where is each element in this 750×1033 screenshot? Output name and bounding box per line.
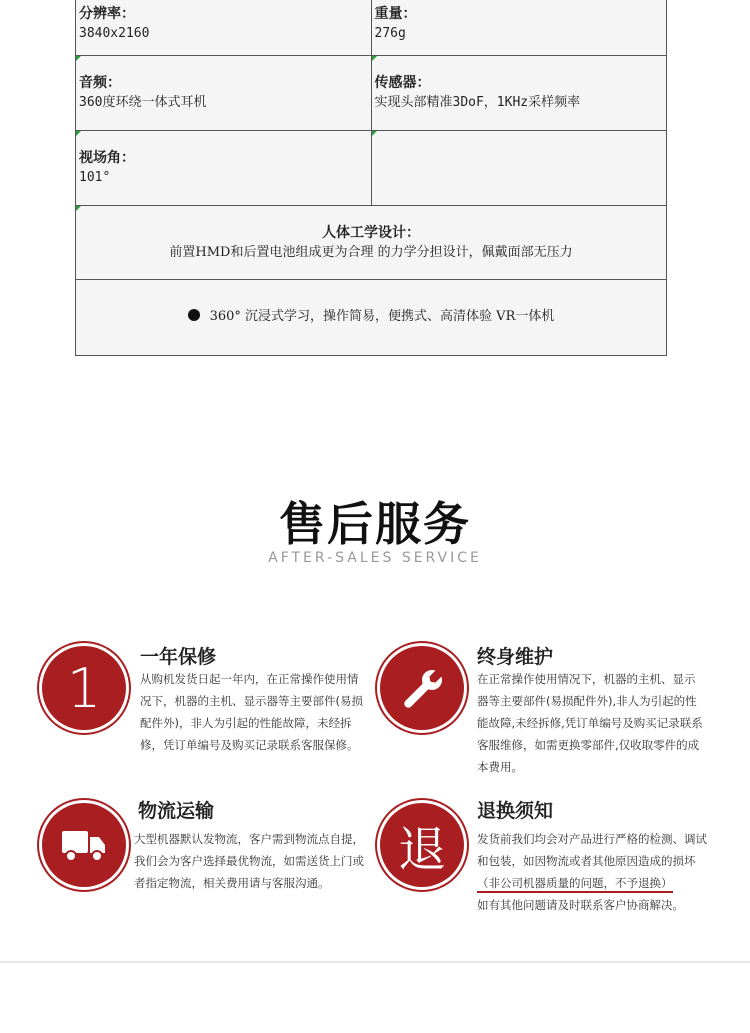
spec-row <box>76 280 666 355</box>
spec-value: 360度环绕一体式耳机 <box>79 95 207 110</box>
logistics-desc: 大型机器默认发物流，客户需到物流点自提，我们会为客户选择最优物流，如需送货上门或者指定物流，相关费用请与客服沟通。 <box>134 832 364 890</box>
maintenance-desc: 在正常操作使用情况下，机器的主机、显示器等主要部件(易损配件外),非人为引起的性能故障,未经拆修,凭订单编号及购买记录联系客服维修，如需更换零部件,仅收取零件的成本费用。 <box>477 672 703 774</box>
spec-value: 前置HMD和后置电池组成更为合理 的力学分担设计，佩戴面部无压力 <box>169 245 573 260</box>
spec-value: 101° <box>79 170 111 185</box>
return-desc <box>477 828 707 916</box>
spec-row <box>76 0 666 56</box>
maintenance-title: 终身维护 <box>477 646 554 668</box>
truck-icon <box>42 803 126 887</box>
warranty-title: 一年保修 <box>140 646 217 668</box>
spec-highlight-text: 360° 沉浸式学习，操作简易，便携式、高清体验 VR一体机 <box>209 309 555 324</box>
spec-value: 276g <box>374 26 406 41</box>
spec-cell-sensor <box>371 56 667 130</box>
spec-key: 重量： <box>374 6 417 22</box>
bullet-dot-icon <box>188 309 200 321</box>
spec-key: 人体工学设计： <box>322 225 420 241</box>
spec-key: 传感器： <box>374 75 431 91</box>
spec-key: 分辨率： <box>79 6 135 22</box>
spec-cell-resolution <box>76 0 371 55</box>
spec-value: 3840x2160 <box>79 26 150 41</box>
spec-cell-weight <box>371 0 667 55</box>
spec-row <box>76 206 666 280</box>
corner-marker <box>76 56 81 61</box>
spec-cell-highlight <box>76 280 666 355</box>
spec-key: 音频： <box>79 75 121 91</box>
return-char-icon: 退 <box>380 803 464 887</box>
number-one-icon: 1 <box>42 646 126 730</box>
spec-row <box>76 56 666 131</box>
return-desc-highlight: （非公司机器质量的问题，不予退换） <box>477 876 673 893</box>
corner-marker <box>372 56 377 61</box>
spec-cell-empty <box>371 131 667 205</box>
spec-value: 实现头部精准3DoF，1KHz采样频率 <box>374 95 581 110</box>
spec-cell-audio <box>76 56 371 130</box>
corner-marker <box>76 131 81 136</box>
return-title: 退换须知 <box>477 800 554 822</box>
logistics-title: 物流运输 <box>138 800 215 822</box>
corner-marker <box>372 131 377 136</box>
spec-cell-fov <box>76 131 371 205</box>
spec-cell-ergonomics <box>76 206 666 279</box>
spec-key: 视场角： <box>79 150 135 166</box>
section-subtitle: AFTER-SALES SERVICE <box>268 550 482 566</box>
warranty-desc: 从购机发货日起一年内，在正常操作使用情况下，机器的主机、显示器等主要部件(易损配件外)，非人为引起的性能故障，未经拆修，凭订单编号及购买记录联系客服保修。 <box>140 672 363 752</box>
divider <box>0 961 750 963</box>
spec-table <box>75 0 667 356</box>
return-desc-text: 发货前我们均会对产品进行严格的检测、调试和包装，如因物流或者其他原因造成的损坏 <box>477 832 707 868</box>
wrench-icon <box>380 646 464 730</box>
corner-marker <box>76 206 81 211</box>
section-title: 售后服务 <box>279 497 471 551</box>
spec-row <box>76 131 666 206</box>
return-desc-text: 如有其他问题请及时联系客户协商解决。 <box>477 898 684 912</box>
